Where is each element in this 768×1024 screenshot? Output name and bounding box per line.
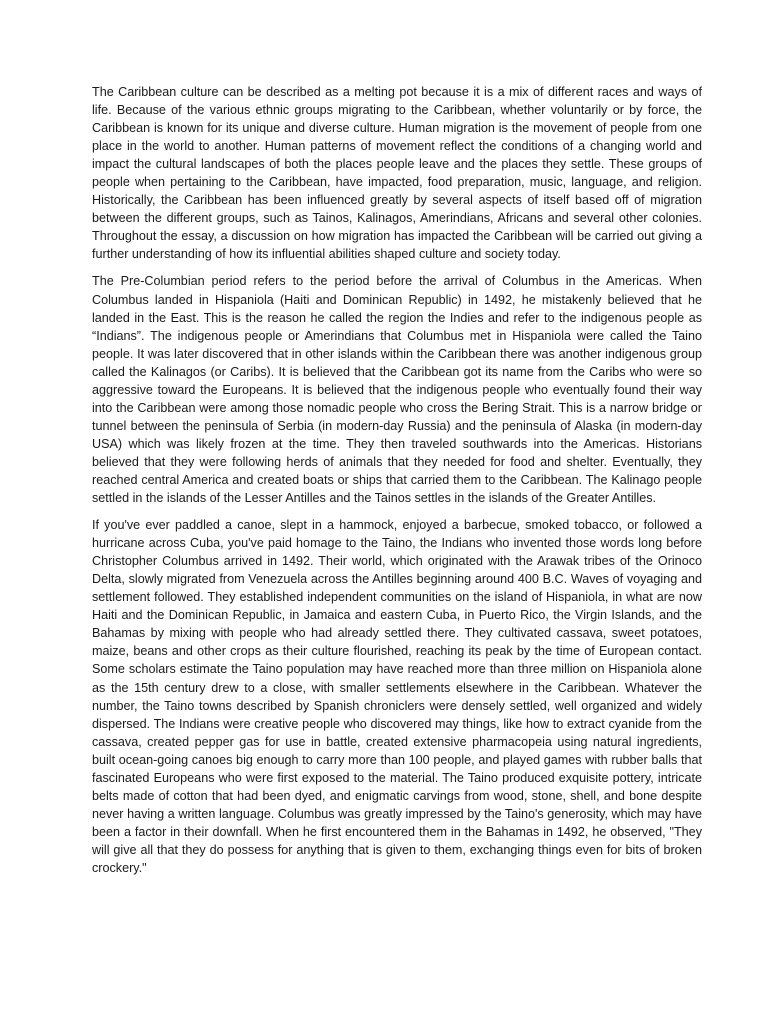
paragraph-pre-columbian-period: The Pre-Columbian period refers to the period before the arrival of Columbus in the Americas. When Columbus landed in Hispaniola (Haiti and Dominican Republic) in 1492, he mistakenly believed that he landed in the East. This is the reason he called the region the Indies and refer to the indigenous people as “Indians”. The indigenous people or Amerindians that Columbus met in Hispaniola were called the Taino people. It was later discovered that in other islands within the Caribbean there was another indigenous group called the Kalinagos (or Caribs). It is believed that the Caribbean got its name from the Caribs who were so aggressive toward the Europeans. It is believed that the indigenous people who eventually found their way into the Caribbean were among those nomadic people who cross the Bering Strait. This is a narrow bridge or tunnel between the peninsula of Serbia (in modern-day Russia) and the peninsula of Alaska (in modern-day USA) which was likely frozen at the time. They then traveled southwards into the Americas. Historians believed that they were following herds of animals that they needed for food and shelter. Eventually, they reached central America and created boats or ships that carried them to the Caribbean. The Kalinago people settled in the islands of the Lesser Antilles and the Tainos settles in the islands of the Greater Antilles. (92, 274, 702, 506)
paragraph-taino-people: If you've ever paddled a canoe, slept in a hammock, enjoyed a barbecue, smoked tobacco, or followed a hurricane across Cuba, you've paid homage to the Taino, the Indians who invented those words long before Christopher Columbus arrived in 1492. Their world, which originated with the Arawak tribes of the Orinoco Delta, slowly migrated from Venezuela across the Antilles beginning around 400 B.C. Waves of voyaging and settlement followed. They established independent communities on the island of Hispaniola, in what are now Haiti and the Dominican Republic, in Jamaica and eastern Cuba, in Puerto Rico, the Virgin Islands, and the Bahamas by mixing with people who had already settled there. They cultivated cassava, sweet potatoes, maize, beans and other crops as their culture flourished, reaching its peak by the time of European contact. Some scholars estimate the Taino population may have reached more than three million on Hispaniola alone as the 15th century drew to a close, with smaller settlements elsewhere in the Caribbean. Whatever the number, the Taino towns described by Spanish chroniclers were densely settled, well organized and widely dispersed. The Indians were creative people who discovered may things, like how to extract cyanide from the cassava, created pepper gas for use in battle, created extensive pharmacopeia using natural ingredients, built ocean-going canoes big enough to carry more than 100 people, and played games with rubber balls that fascinated Europeans who were first exposed to the material. The Taino produced exquisite pottery, intricate belts made of cotton that had been dyed, and enigmatic carvings from wood, stone, shell, and bone despite never having a written language. Columbus was greatly impressed by the Taino's generosity, which may have been a factor in their downfall. When he first encountered them in the Bahamas in 1492, he observed, "They will give all that they do possess for anything that is given to them, exchanging things even for bits of broken crockery." (92, 518, 702, 875)
paragraph-introduction: The Caribbean culture can be described as a melting pot because it is a mix of different races and ways of life. Because of the various ethnic groups migrating to the Caribbean, whether voluntarily or by force, the Caribbean is known for its unique and diverse culture. Human migration is the movement of people from one place in the world to another. Human patterns of movement reflect the conditions of a changing world and impact the cultural landscapes of both the places people leave and the places they settle. These groups of people when pertaining to the Caribbean, have impacted, food preparation, music, language, and religion. Historically, the Caribbean has been influenced greatly by several aspects of itself based off of migration between the different groups, such as Tainos, Kalinagos, Amerindians, Africans and several other colonies. Throughout the essay, a discussion on how migration has impacted the Caribbean will be carried out giving a further understanding of how its influential abilities shaped culture and society today. (92, 85, 702, 262)
document-page (92, 83, 702, 886)
